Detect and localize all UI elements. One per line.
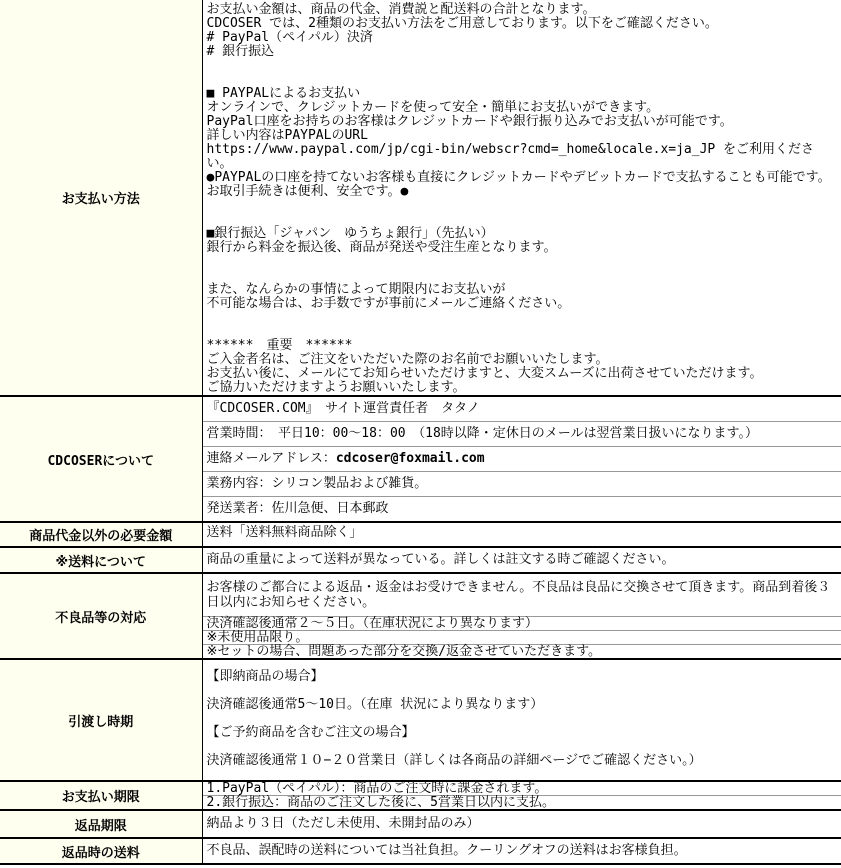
text-line: お支払い後に、メールにてお知らせいただけますと、大変スムーズに出荷させていただけます。 (206, 366, 763, 381)
about-shippers: 発送業者：佐川急便、日本郵政 (206, 501, 389, 516)
text-line (207, 199, 838, 213)
return-shipping-header: 返品時の送料 (0, 838, 202, 864)
defects-header: 不良品等の対応 (0, 573, 202, 659)
text-line (207, 325, 838, 339)
text-line: ****** 重要 ****** (206, 338, 353, 353)
text-line (207, 740, 838, 754)
text-line: ●PAYPALの口座を持てないお客様も直接にクレジットカードやデビットカードで支払することも可能です。 (206, 170, 831, 185)
shipping-note-text: 商品の重量によって送料が異なっている。詳しくは註文する時ご確認ください。 (206, 552, 675, 567)
contact-label: 連絡メールアドレス： (206, 451, 336, 466)
row-delivery-time (0, 659, 841, 781)
text-line: 決済確認後通常１０−２０営業日（詳しくは各商品の詳細ページでご確認ください。） (206, 753, 702, 768)
text-line: 決済確認後通常5〜10日。（在庫 状況により異なります） (206, 697, 544, 712)
deadline-paypal: 1.PayPal（ペイパル）：商品のご注文時に課金されます。 (203, 782, 841, 796)
text-line: # 銀行振込 (206, 44, 275, 59)
text-line: お支払い金額は、商品の代金、消費説と配送料の合計となります。 (206, 2, 596, 17)
defects-policy: お客様のご都合による返品・返金はお受けできません。不良品は良品に交換させて頂きます。商品到着後３日以内にお知らせください。 (203, 574, 841, 617)
return-deadline-text: 納品より３日（ただし未使用、未開封品のみ） (206, 816, 480, 831)
text-line: 不可能な場合は、お手数ですが事前にメールご連絡ください。 (206, 296, 571, 311)
return-deadline-header: 返品期限 (0, 810, 202, 838)
defects-content (202, 573, 841, 659)
text-line: 【ご予約商品を含むご注文の場合】 (206, 725, 415, 740)
shipping-note-header: ※送料について (0, 547, 202, 573)
row-shipping-note (0, 547, 841, 573)
row-defects (0, 573, 841, 659)
row-about (0, 396, 841, 522)
payment-deadline-header: お支払い期限 (0, 781, 202, 810)
text-line: オンラインで、クレジットカードを使って安全・簡単にお支払いができます。 (206, 100, 660, 115)
about-contact (203, 447, 841, 472)
payment-method-header: お支払い方法 (0, 0, 202, 396)
row-extra-fees (0, 522, 841, 547)
text-line (207, 712, 838, 726)
extra-fees-text: 送料「送料無料商品除く」 (206, 525, 363, 540)
text-line (207, 311, 838, 325)
about-operator: 『CDCOSER.COM』 サイト運営責任者 タタノ (203, 397, 841, 422)
about-header: CDCOSERについて (0, 396, 202, 522)
defects-processing-time: 決済確認後通常２〜５日。（在庫状況により異なります） (203, 617, 841, 631)
text-line (207, 73, 838, 87)
about-hours: 営業時間： 平日10：00〜18：00 （18時以降・定休日のメールは翌営業日扱いになります。） (203, 422, 841, 447)
text-line: ■ PAYPALによるお支払い (206, 86, 361, 101)
text-line: また、なんらかの事情によって期限内にお支払いが (206, 282, 506, 297)
text-line (207, 684, 838, 698)
delivery-time-header: 引渡し時期 (0, 659, 202, 781)
text-line: 銀行から料金を振込後、商品が発送や受注生産となります。 (206, 240, 557, 255)
row-return-shipping (0, 838, 841, 864)
text-line: 詳しい内容はPAYPALのURL (206, 128, 368, 143)
text-line: 【即納商品の場合】 (206, 669, 324, 684)
text-line: お取引手続きは便利、安全です。● (206, 184, 409, 199)
text-line (207, 59, 838, 73)
text-line (207, 269, 838, 283)
text-line: CDCOSER では、2種類のお支払い方法をご用意しております。以下をご確認ください。 (206, 16, 718, 31)
row-return-deadline (0, 810, 841, 838)
text-line: # PayPal（ペイパル）決済 (206, 30, 373, 45)
about-content (202, 396, 841, 522)
contact-email: cdcoser@foxmail.com (335, 451, 485, 466)
text-line: ご協力いただけますようお願いいたします。 (206, 380, 466, 395)
deadline-bank: 2.銀行振込：商品のご注文した後に、5営業日以内に支払。 (206, 795, 555, 810)
text-line (207, 213, 838, 227)
text-line: ■銀行振込「ジャパン ゆうちょ銀行」（先払い） (206, 226, 494, 241)
text-line: https://www.paypal.com/jp/cgi-bin/webscr?cmd=_home&locale.x=ja_JP をご利用ください。 (206, 142, 815, 171)
payment-deadline-content (202, 781, 841, 810)
about-business: 業務内容：シリコン製品および雑貨。 (203, 472, 841, 497)
extra-fees-header: 商品代金以外の必要金額 (0, 522, 202, 547)
return-shipping-text: 不良品、誤配時の送料については当社負担。クーリングオフの送料はお客様負担。 (206, 843, 687, 858)
defects-set-note: ※セットの場合、問題あった部分を交換/返金させていただきます。 (206, 644, 602, 659)
text-line: PayPal口座をお持ちのお客様はクレジットカードや銀行振り込みでお支払いが可能です。 (206, 114, 733, 129)
text-line (207, 255, 838, 269)
defects-unused-only: ※未使用品限り。 (203, 631, 841, 645)
delivery-time-content (203, 660, 841, 780)
text-line: ご入金者名は、ご注文をいただいた際のお名前でお願いいたします。 (206, 352, 609, 367)
payment-method-content (203, 0, 841, 395)
row-payment-method (0, 0, 841, 396)
row-payment-deadline (0, 781, 841, 810)
